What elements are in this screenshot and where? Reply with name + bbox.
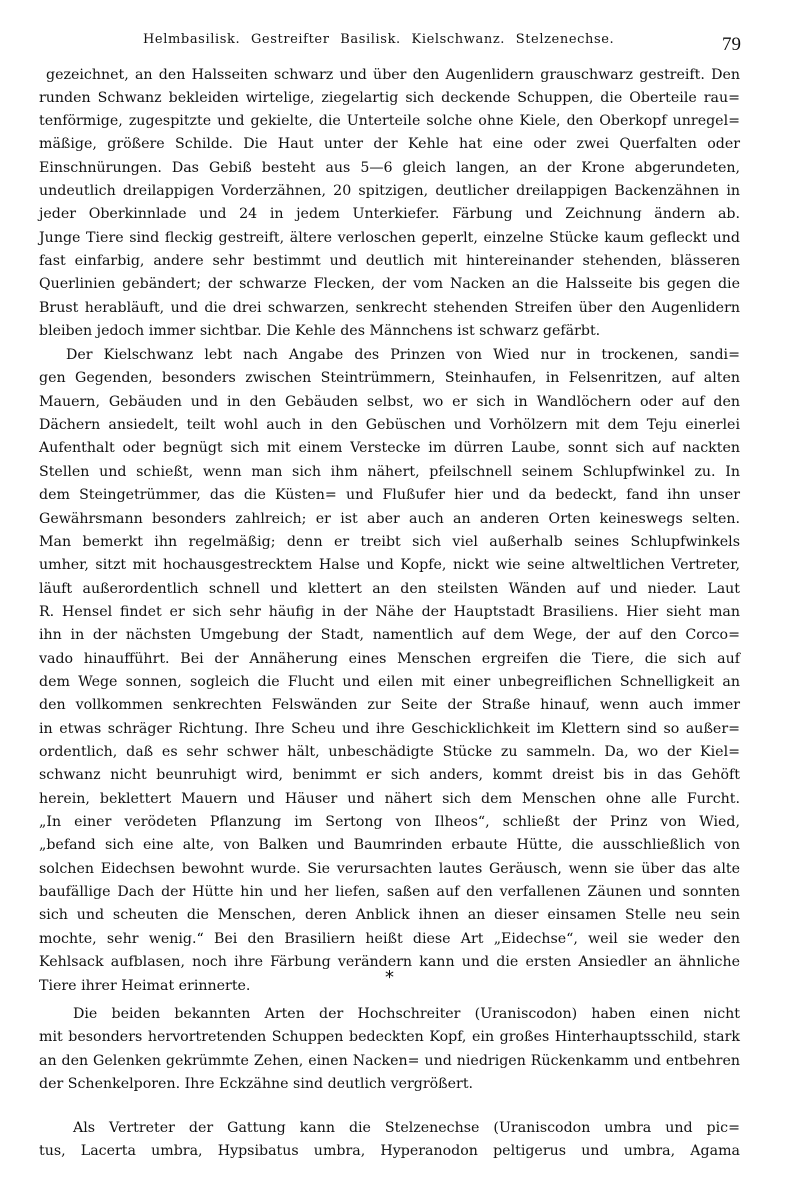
text-line: Kehlsack aufblasen, noch ihre Färbung verändern kann und die ersten Ansiedler an ähnliche [39, 954, 740, 971]
text-line: Die beiden bekannten Arten der Hochschreiter (Uraniscodon) haben einen nicht [73, 1006, 740, 1022]
text-line: „befand sich eine alte, von Balken und Baumrinden erbaute Hütte, die ausschließlich von [39, 837, 740, 854]
text-line: Mauern, Gebäuden und in den Gebäuden selbst, wo er sich in Wandlöchern oder auf den [39, 393, 740, 410]
text-line: der Schenkelporen. Ihre Eckzähne sind deutlich vergrößert. [39, 1076, 474, 1092]
text-line: sich und scheuten die Menschen, deren Anblick ihnen an dieser einsamen Stelle neu sein [39, 907, 740, 924]
text-line: fast einfarbig, andere sehr bestimmt und deutlich mit hintereinander stehenden, blässeren [39, 253, 740, 269]
text-line: mochte, sehr wenig.“ Bei den Brasiliern heißt diese Art „Eidechse“, weil sie weder den [39, 930, 740, 947]
text-line: Als Vertreter der Gattung kann die Stelzenechse (Uraniscodon umbra und pic= [73, 1120, 740, 1136]
text-line: mäßige, größere Schilde. Die Haut unter der Kehle hat eine oder zwei Querfalten oder [39, 136, 740, 152]
text-line: R. Hensel findet er sich sehr häufig in der Nähe der Hauptstadt Brasiliens. Hier sieht man [39, 603, 740, 620]
text-line: Junge Tiere sind fleckig gestreift, ältere verloschen geperlt, einzelne Stücke kaum gefleckt und [39, 230, 740, 246]
text-line: tenförmige, zugespitzte und gekielte, die Unterteile solche ohne Kiele, den Oberkopf unregel= [39, 113, 740, 129]
text-line: runden Schwanz bekleiden wirtelige, ziegelartig sich deckende Schuppen, die Oberteile rau= [39, 90, 740, 106]
text-line: umher, sitzt mit hochausgestrecktem Halse und Kopfe, nickt wie seine altweltlichen Vertreter, [39, 557, 740, 574]
text-line: dem Wege sonnen, sogleich die Flucht und eilen mit einer unbegreiflichen Schnelligkeit an [39, 673, 740, 690]
section-divider: * [385, 967, 394, 988]
page-number: 79 [722, 34, 741, 55]
text-line: Man bemerkt ihn regelmäßig; denn er treibt sich viel außerhalb seines Schlupfwinkels [39, 533, 740, 550]
text-line: ihn in der nächsten Umgebung der Stadt, namentlich auf dem Wege, der auf den Corco= [39, 627, 740, 644]
running-head: Helmbasilisk. Gestreifter Basilisk. Kielschwanz. Stelzenechse. [143, 32, 615, 47]
text-line: Querlinien gebändert; der schwarze Flecken, der vom Nacken an die Halsseite bis gegen die [39, 276, 740, 292]
text-line: läuft außerordentlich schnell und klettert an den steilsten Wänden auf und nieder. Laut [39, 580, 740, 597]
text-line: Tiere ihrer Heimat erinnerte. [39, 977, 251, 994]
text-line: Brust herabläuft, und die drei schwarzen, senkrecht stehenden Streifen über den Augenlidern [39, 300, 740, 316]
text-line: Der Kielschwanz lebt nach Angabe des Prinzen von Wied nur in trockenen, sandi= [66, 347, 740, 363]
text-line: in etwas schräger Richtung. Ihre Scheu und ihre Geschicklichkeit im Klettern sind so außer= [39, 720, 740, 737]
text-line: schwanz nicht beunruhigt wird, benimmt er sich anders, kommt dreist bis in das Gehöft [39, 767, 740, 784]
text-line: baufällige Dach der Hütte hin und her liefen, saßen auf den verfallenen Zäunen und sonnten [39, 884, 740, 901]
text-line: Einschnürungen. Das Gebiß besteht aus 5—6 gleich langen, an der Krone abgerundeten, [39, 160, 740, 176]
text-line: Stellen und schießt, wenn man sich ihm nähert, pfeilschnell seinem Schlupfwinkel zu. In [39, 463, 740, 480]
text-line: vado hinaufführt. Bei der Annäherung eines Menschen ergreifen die Tiere, die sich auf [39, 650, 740, 667]
text-line: herein, beklettert Mauern und Häuser und nähert sich dem Menschen ohne alle Furcht. [39, 790, 740, 807]
text-line: gen Gegenden, besonders zwischen Steintrümmern, Steinhaufen, in Felsenritzen, auf alten [39, 370, 740, 387]
text-line: solchen Eidechsen bewohnt wurde. Sie verursachten lautes Geräusch, wenn sie über das alte [39, 860, 740, 877]
text-line: an den Gelenken gekrümmte Zehen, einen Nacken= und niedrigen Rückenkamm und entbehren [39, 1053, 740, 1069]
text-line: undeutlich dreilappigen Vorderzähnen, 20 spitzigen, deutlicher dreilappigen Backenzähnen in [39, 183, 740, 199]
text-line: jeder Oberkinnlade und 24 in jedem Unterkiefer. Färbung und Zeichnung ändern ab. [39, 206, 740, 222]
text-line: gezeichnet, an den Halsseiten schwarz und über den Augenlidern grauschwarz gestreift. Den [46, 67, 740, 83]
text-line: Dächern ansiedelt, teilt wohl auch in den Gebüschen und Vorhölzern mit dem Teju einerlei [39, 417, 740, 434]
text-line: Gewährsmann besonders zahlreich; er ist aber auch an anderen Orten keineswegs selten. [39, 510, 740, 527]
text-line: Aufenthalt oder begnügt sich mit einem Verstecke im dürren Laube, sonnt sich auf nackten [39, 440, 740, 457]
text-line: bleiben jedoch immer sichtbar. Die Kehle des Männchens ist schwarz gefärbt. [39, 323, 601, 339]
text-line: tus, Lacerta umbra, Hypsibatus umbra, Hyperanodon peltigerus und umbra, Agama [39, 1143, 740, 1159]
text-line: „In einer verödeten Pflanzung im Sertong von Ilheos“, schließt der Prinz von Wied, [39, 814, 740, 830]
text-line: mit besonders hervortretenden Schuppen bedeckten Kopf, ein großes Hinterhauptsschild, stark [39, 1029, 740, 1045]
text-line: ordentlich, daß es sehr schwer hält, unbeschädigte Stücke zu sammeln. Da, wo der Kiel= [39, 744, 740, 760]
text-line: den vollkommen senkrechten Felswänden zur Seite der Straße hinauf, wenn auch immer [39, 697, 740, 714]
text-line: dem Steingetrümmer, das die Küsten= und Flußufer hier und da bedeckt, fand ihn unser [39, 487, 740, 504]
